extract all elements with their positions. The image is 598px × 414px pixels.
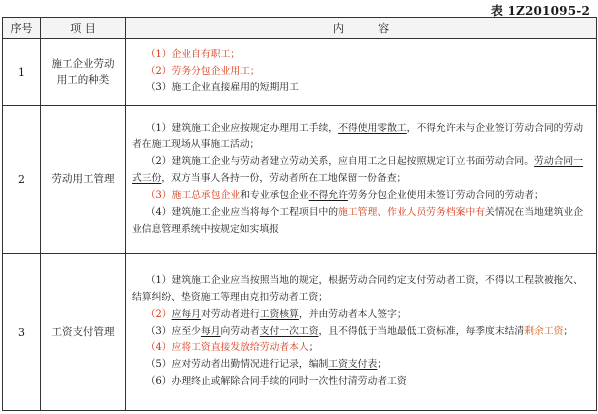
content-segment: 向劳动者	[220, 325, 260, 337]
content-segment: ，且不得低于当地最低工资标准，每季度末结清	[318, 325, 525, 337]
content-segment: 剩余工资	[524, 325, 564, 337]
content-line	[132, 273, 592, 307]
content-segment: （1）建筑施工企业应按规定办理用工手续，	[145, 122, 339, 134]
content-segment: 劳动合同一式三份	[132, 156, 584, 185]
header-content: 内 容	[126, 18, 597, 39]
content-segment: （3）应至少	[145, 325, 201, 337]
content-segment: （4）建筑施工企业应当将每个工程项目中的	[145, 206, 339, 218]
row-number: 2	[3, 106, 41, 254]
table-row	[3, 39, 597, 106]
content-segment: 支付一次工资	[259, 325, 319, 337]
content-segment: ；	[308, 342, 319, 354]
header-item: 项 目	[41, 18, 126, 39]
content-segment: （3）	[145, 189, 172, 201]
row-item: 施工企业劳动 用工的种类	[41, 39, 126, 106]
labor-management-table	[2, 17, 597, 411]
content-segment: （2）	[145, 65, 172, 77]
content-segment: 和专业承包企业	[240, 189, 309, 201]
content-segment: ，并由劳动者本人签字；	[298, 308, 407, 320]
content-line	[132, 340, 592, 357]
content-segment: 工资核算	[259, 308, 299, 320]
content-segment: 不得允许	[308, 189, 348, 201]
row-content	[126, 39, 597, 106]
content-segment: 企业自有职工；	[171, 48, 241, 60]
content-line	[132, 307, 592, 324]
content-segment: 对劳动者进行	[200, 308, 260, 320]
content-line	[132, 64, 592, 81]
content-line	[132, 188, 592, 205]
content-segment: 工资支付表	[328, 359, 378, 371]
row-item: 劳动用工管理	[41, 106, 126, 254]
content-segment: 不得使用零散工	[338, 122, 407, 134]
content-segment: （6）办理终止或解除合同手续的同时一次性付清劳动者工资	[145, 376, 407, 388]
content-segment: 应将工资直接发放给劳动者本人	[171, 342, 309, 354]
content-segment: 施工管理、作业人员劳务档案中有	[338, 206, 486, 218]
table-row	[3, 106, 597, 254]
row-content	[126, 254, 597, 411]
content-line	[132, 47, 592, 64]
content-line	[132, 374, 592, 391]
content-segment: 劳务分包企业使用未签订劳动合同的劳动者；	[347, 189, 544, 201]
row-content	[126, 106, 597, 254]
content-segment: ，不得允许未与企业签订劳动合同的劳动者在施工现场从事施工活动；	[132, 122, 584, 151]
row-item: 工资支付管理	[41, 254, 126, 411]
content-segment: ，双方当事人各持一份，劳动者所在工地保留一份备查；	[161, 173, 407, 185]
content-segment: 施工总承包企业	[171, 189, 241, 201]
header-no: 序号	[3, 18, 41, 39]
content-line	[132, 121, 592, 155]
content-segment: （1）建筑施工企业应当按照当地的规定，根据劳动合同约定支付劳动者工资，不得以工程款被拖欠、结算纠纷、垫资施工等理由克扣劳动者工资；	[132, 275, 584, 303]
content-line	[132, 324, 592, 341]
content-segment: ；	[377, 359, 388, 371]
content-segment: （3）施工企业直接雇用的短期用工	[145, 82, 299, 94]
content-line	[132, 80, 592, 97]
content-segment: 关情况在当地建筑业企业信息管理系统中按规定如实填报	[132, 206, 584, 235]
content-segment: 每月	[200, 325, 221, 337]
content-segment: 劳务分包企业用工；	[171, 65, 260, 77]
table-header-row	[3, 18, 597, 39]
content-segment: （4）	[145, 342, 172, 354]
content-line	[132, 154, 592, 188]
content-line	[132, 357, 592, 374]
content-segment: 应每月	[171, 308, 201, 320]
content-line	[132, 205, 592, 239]
content-segment: （2）	[145, 308, 172, 320]
content-segment: ；	[563, 325, 574, 337]
table-label: 表 1Z201095-2	[490, 4, 590, 18]
content-segment: （2）建筑施工企业与劳动者建立劳动关系，应自用工之日起按照规定订立书面劳动合同。	[145, 156, 535, 168]
content-segment: （5）应对劳动者出勤情况进行记录，编制	[145, 359, 329, 371]
table-row	[3, 254, 597, 411]
row-number: 3	[3, 254, 41, 411]
row-number: 1	[3, 39, 41, 106]
content-segment: （1）	[145, 48, 172, 60]
